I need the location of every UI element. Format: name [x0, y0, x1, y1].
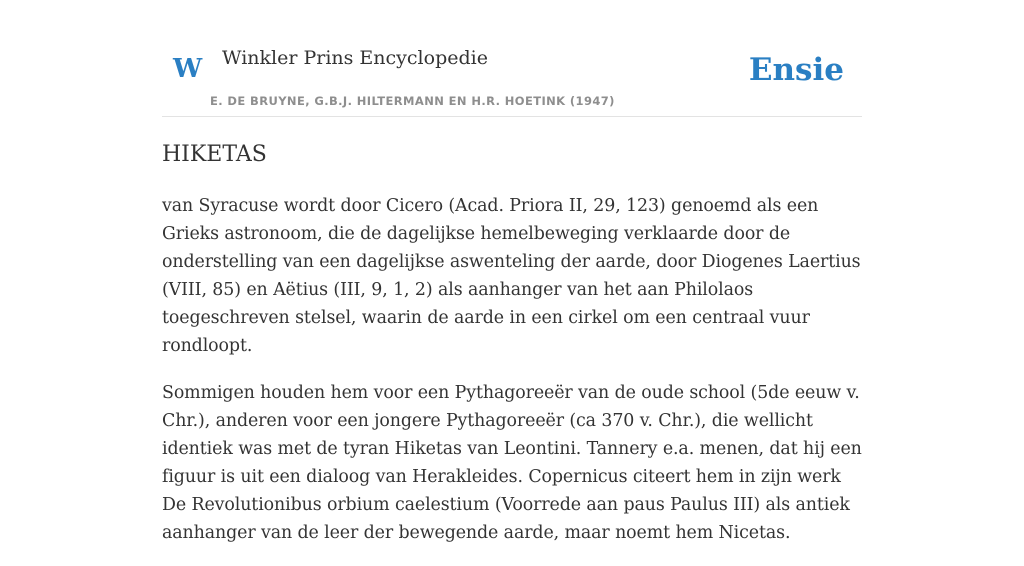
entry-title: HIKETAS: [162, 142, 267, 167]
authors-line: E. DE BRUYNE, G.B.J. HILTERMANN EN H.R. HOETINK (1947): [210, 94, 615, 108]
ensie-brand-logo[interactable]: Ensie: [748, 52, 844, 88]
page: [162, 0, 862, 543]
header: [162, 0, 862, 117]
publication-title[interactable]: Winkler Prins Encyclopedie: [222, 47, 488, 69]
article-paragraph: van Syracuse wordt door Cicero (Acad. Priora II, 29, 123) genoemd als een Grieks astronoom, die de dagelijkse hemelbeweging verklaarde door de onderstelling van een dagelijkse aswenteling der aarde, door Diogenes Laertius (VIII, 85) en Aëtius (III, 9, 1, 2) als aanhanger van het aan Philolaos toegeschreven stelsel, waarin de aarde in een cirkel om een centraal vuur rondloopt.: [162, 196, 861, 356]
winkler-prins-logo[interactable]: W: [173, 54, 203, 84]
article-body: [162, 192, 862, 566]
article-paragraph: Sommigen houden hem voor een Pythagoreeër van de oude school (5de eeuw v. Chr.), anderen voor een jongere Pythagoreeër (ca 370 v. Chr.), die wellicht identiek was met de tyran Hiketas van Leontini. Tannery e.a. menen, dat hij een figuur is uit een dialoog van Herakleides. Copernicus citeert hem in zijn werk De Revolutionibus orbium caelestium (Voorrede aan paus Paulus III) als antiek aanhanger van de leer der bewegende aarde, maar noemt hem Nicetas.: [162, 383, 862, 543]
